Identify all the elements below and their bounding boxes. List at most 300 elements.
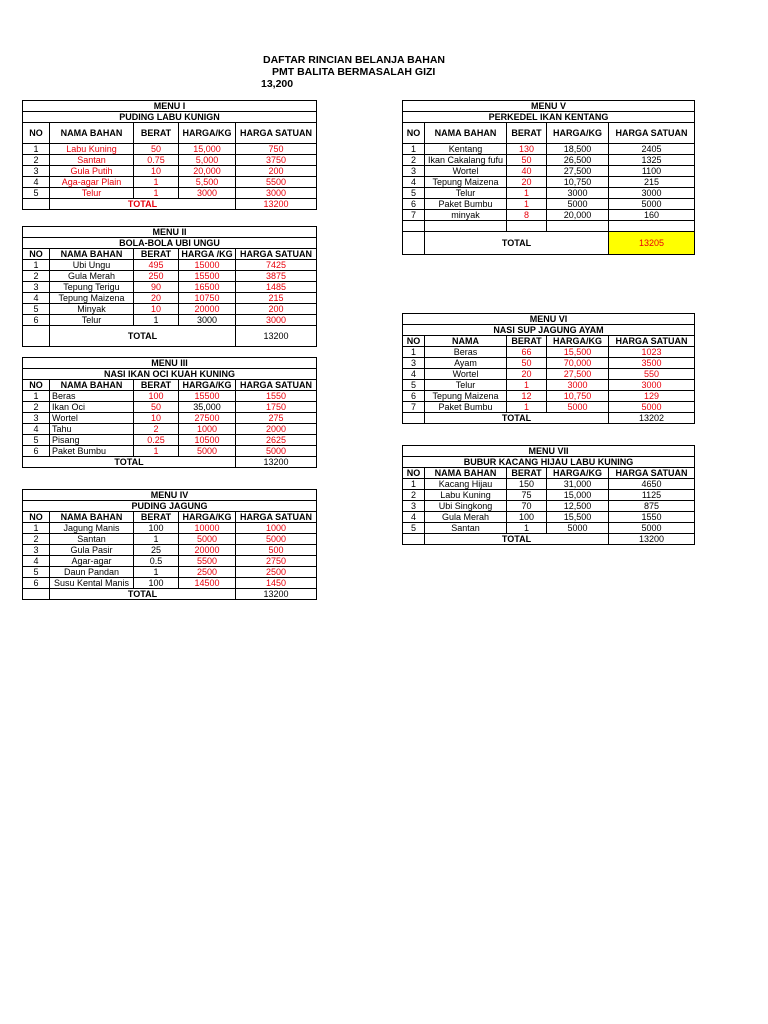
cell-satuan: 160: [609, 210, 695, 221]
table-row: [23, 260, 317, 271]
cell-no: 4: [403, 512, 425, 523]
menu-3-table: [22, 357, 317, 468]
total-value: 13200: [609, 534, 695, 545]
col-header: HARGA/KG: [179, 512, 236, 523]
col-header: BERAT: [134, 123, 179, 144]
cell-harga: 15500: [179, 271, 236, 282]
table-row: [23, 391, 317, 402]
col-header: HARGA/KG: [547, 336, 609, 347]
cell-no: 6: [403, 391, 425, 402]
menu-title: MENU VI: [403, 314, 695, 325]
table-row: [403, 402, 695, 413]
cell-nama: Kentang: [425, 144, 507, 155]
col-header: NAMA BAHAN: [50, 512, 134, 523]
total-value: 13200: [236, 326, 317, 347]
table-row: [23, 545, 317, 556]
table-row: [403, 347, 695, 358]
total-row: [23, 457, 317, 468]
table-row: [23, 446, 317, 457]
cell-nama: Susu Kental Manis: [50, 578, 134, 589]
cell-satuan: 3000: [236, 315, 317, 326]
cell-harga: 15,500: [547, 512, 609, 523]
cell-nama: Wortel: [425, 369, 507, 380]
cell-satuan: 3000: [236, 188, 317, 199]
cell-satuan: 129: [609, 391, 695, 402]
table-row: [23, 315, 317, 326]
cell-harga: 15,000: [179, 144, 236, 155]
cell-nama: Gula Merah: [425, 512, 507, 523]
cell-no: 4: [403, 177, 425, 188]
doc-budget: 13,200: [261, 78, 294, 90]
col-header: BERAT: [134, 249, 179, 260]
total-label: TOTAL: [425, 413, 609, 424]
cell-nama: Beras: [425, 347, 507, 358]
cell-nama: Paket Bumbu: [425, 199, 507, 210]
table-row: [403, 479, 695, 490]
cell-no: 1: [23, 144, 50, 155]
cell-harga: 15500: [179, 391, 236, 402]
cell-berat: 1: [507, 402, 547, 413]
cell-berat: 50: [134, 402, 179, 413]
cell-berat: 20: [507, 177, 547, 188]
cell-satuan: 1450: [236, 578, 317, 589]
cell-harga: 35,000: [179, 402, 236, 413]
cell-harga: 2500: [179, 567, 236, 578]
cell-satuan: 7425: [236, 260, 317, 271]
cell-harga: 5000: [547, 402, 609, 413]
table-row: [23, 567, 317, 578]
cell-satuan: 1023: [609, 347, 695, 358]
cell-satuan: 275: [236, 413, 317, 424]
cell-no: 6: [23, 315, 50, 326]
col-header: BERAT: [134, 512, 179, 523]
cell-nama: Wortel: [50, 413, 134, 424]
cell-nama: Telur: [425, 188, 507, 199]
cell-nama: Ikan Oci: [50, 402, 134, 413]
cell-nama: Tepung Maizena: [425, 391, 507, 402]
table-row: [403, 369, 695, 380]
cell-berat: 250: [134, 271, 179, 282]
cell-berat: 100: [507, 512, 547, 523]
table-row: [23, 188, 317, 199]
cell-no: 3: [23, 413, 50, 424]
table-row: [23, 271, 317, 282]
cell-satuan: 3500: [609, 358, 695, 369]
cell-no: 2: [23, 155, 50, 166]
cell-harga: 10,750: [547, 391, 609, 402]
cell-harga: 5000: [179, 446, 236, 457]
col-header: HARGA SATUAN: [609, 336, 695, 347]
cell-harga: 26,500: [547, 155, 609, 166]
cell-berat: 1: [134, 188, 179, 199]
menu-title: MENU II: [23, 227, 317, 238]
cell-no: 1: [403, 479, 425, 490]
cell-berat: 2: [134, 424, 179, 435]
doc-title: DAFTAR RINCIAN BELANJA BAHAN: [263, 54, 445, 66]
cell-nama: Ubi Ungu: [50, 260, 134, 271]
cell-no: 2: [23, 534, 50, 545]
total-row: [403, 413, 695, 424]
col-header: HARGA SATUAN: [236, 249, 317, 260]
cell-satuan: 2000: [236, 424, 317, 435]
cell-harga: 12,500: [547, 501, 609, 512]
cell-no: 5: [403, 523, 425, 534]
cell-harga: 10,750: [547, 177, 609, 188]
cell-harga: 27,500: [547, 166, 609, 177]
total-row: [23, 589, 317, 600]
cell-nama: Aga-agar Plain: [50, 177, 134, 188]
cell-harga: 3000: [179, 315, 236, 326]
cell-nama: Daun Pandan: [50, 567, 134, 578]
cell-no: 5: [403, 188, 425, 199]
cell-berat: 1: [507, 523, 547, 534]
cell-nama: Paket Bumbu: [425, 402, 507, 413]
col-header: HARGA SATUAN: [236, 380, 317, 391]
cell-harga: 20000: [179, 545, 236, 556]
cell-satuan: 750: [236, 144, 317, 155]
col-header: NO: [23, 380, 50, 391]
table-row: [403, 166, 695, 177]
cell-satuan: 1100: [609, 166, 695, 177]
cell-no: 6: [23, 578, 50, 589]
cell-satuan: 5000: [609, 523, 695, 534]
cell-berat: 50: [134, 144, 179, 155]
col-header: HARGA /KG: [179, 249, 236, 260]
cell-nama: Minyak: [50, 304, 134, 315]
menu-6-table: [402, 313, 695, 424]
cell-nama: Telur: [425, 380, 507, 391]
table-row: [23, 304, 317, 315]
menu-name: BUBUR KACANG HIJAU LABU KUNING: [403, 457, 695, 468]
cell-berat: 150: [507, 479, 547, 490]
cell-satuan: 1125: [609, 490, 695, 501]
table-row: [403, 188, 695, 199]
menu-title: MENU V: [403, 101, 695, 112]
cell-satuan: 3000: [609, 380, 695, 391]
table-row: [23, 144, 317, 155]
cell-harga: 15,000: [547, 490, 609, 501]
cell-berat: 0.75: [134, 155, 179, 166]
cell-berat: 1: [507, 188, 547, 199]
cell-satuan: 200: [236, 166, 317, 177]
cell-no: 1: [403, 347, 425, 358]
cell-no: 1: [23, 260, 50, 271]
cell-berat: 0.5: [134, 556, 179, 567]
cell-nama: Agar-agar: [50, 556, 134, 567]
col-header: HARGA SATUAN: [236, 123, 317, 144]
cell-nama: Beras: [50, 391, 134, 402]
table-row: [403, 210, 695, 221]
cell-nama: Ubi Singkong: [425, 501, 507, 512]
table-row: [23, 435, 317, 446]
cell-no: 4: [23, 293, 50, 304]
col-header: NAMA BAHAN: [425, 123, 507, 144]
cell-harga: 5000: [547, 199, 609, 210]
cell-harga: 10750: [179, 293, 236, 304]
cell-harga: 5,000: [179, 155, 236, 166]
table-row: [23, 534, 317, 545]
table-row: [23, 556, 317, 567]
cell-satuan: 3000: [609, 188, 695, 199]
col-header: NO: [403, 123, 425, 144]
cell-harga: 14500: [179, 578, 236, 589]
cell-satuan: 5500: [236, 177, 317, 188]
table-row: [403, 490, 695, 501]
doc-subtitle: PMT BALITA BERMASALAH GIZI: [272, 66, 436, 78]
cell-nama: Jagung Manis: [50, 523, 134, 534]
col-header: HARGA SATUAN: [609, 123, 695, 144]
cell-nama: Tahu: [50, 424, 134, 435]
cell-no: 2: [23, 402, 50, 413]
cell-berat: 20: [134, 293, 179, 304]
cell-harga: 1000: [179, 424, 236, 435]
cell-nama: Telur: [50, 315, 134, 326]
cell-harga: 31,000: [547, 479, 609, 490]
cell-satuan: 3875: [236, 271, 317, 282]
cell-satuan: 2405: [609, 144, 695, 155]
total-row: [23, 199, 317, 210]
cell-satuan: 215: [609, 177, 695, 188]
cell-harga: 5000: [179, 534, 236, 545]
cell-berat: 10: [134, 413, 179, 424]
cell-berat: 1: [134, 446, 179, 457]
cell-harga: 5000: [547, 523, 609, 534]
cell-berat: 25: [134, 545, 179, 556]
cell-no: 2: [23, 271, 50, 282]
cell-no: 1: [23, 391, 50, 402]
table-row: [23, 282, 317, 293]
cell-satuan: 2500: [236, 567, 317, 578]
cell-no: 2: [403, 490, 425, 501]
menu-2-table: [22, 226, 317, 347]
cell-berat: 1: [134, 567, 179, 578]
cell-harga: 3000: [547, 380, 609, 391]
cell-nama: Gula Putih: [50, 166, 134, 177]
cell-harga: 20,000: [547, 210, 609, 221]
cell-harga: 5500: [179, 556, 236, 567]
cell-nama: Telur: [50, 188, 134, 199]
col-header: NAMA BAHAN: [425, 468, 507, 479]
cell-nama: Labu Kuning: [425, 490, 507, 501]
cell-no: 5: [23, 567, 50, 578]
cell-berat: 0.25: [134, 435, 179, 446]
cell-berat: 1: [507, 380, 547, 391]
cell-nama: Wortel: [425, 166, 507, 177]
cell-berat: 10: [134, 166, 179, 177]
cell-satuan: 1750: [236, 402, 317, 413]
cell-harga: 10000: [179, 523, 236, 534]
cell-no: 5: [403, 380, 425, 391]
cell-berat: 1: [134, 177, 179, 188]
cell-berat: 66: [507, 347, 547, 358]
cell-no: 4: [23, 556, 50, 567]
cell-berat: 1: [134, 315, 179, 326]
col-header: NAMA: [425, 336, 507, 347]
cell-harga: 15000: [179, 260, 236, 271]
cell-nama: Ikan Cakalang fufu: [425, 155, 507, 166]
total-row: [403, 232, 695, 255]
cell-satuan: 1550: [236, 391, 317, 402]
table-row: [403, 523, 695, 534]
cell-satuan: 5000: [609, 402, 695, 413]
cell-harga: 27,500: [547, 369, 609, 380]
cell-harga: 15,500: [547, 347, 609, 358]
cell-no: 7: [403, 402, 425, 413]
col-header: NO: [23, 512, 50, 523]
cell-no: 3: [23, 282, 50, 293]
total-value: 13200: [236, 199, 317, 210]
table-row: [23, 402, 317, 413]
cell-harga: 10500: [179, 435, 236, 446]
menu-title: MENU IV: [23, 490, 317, 501]
cell-no: 4: [23, 177, 50, 188]
total-value: 13200: [236, 589, 317, 600]
col-header: HARGA/KG: [547, 123, 609, 144]
cell-no: 6: [23, 446, 50, 457]
cell-nama: Tepung Maizena: [425, 177, 507, 188]
col-header: HARGA/KG: [179, 380, 236, 391]
cell-berat: 90: [134, 282, 179, 293]
cell-satuan: 550: [609, 369, 695, 380]
total-row: [23, 326, 317, 347]
total-label: TOTAL: [50, 199, 236, 210]
menu-name: PERKEDEL IKAN KENTANG: [403, 112, 695, 123]
table-row: [403, 358, 695, 369]
col-header: HARGA/KG: [179, 123, 236, 144]
col-header: BERAT: [507, 336, 547, 347]
cell-berat: 100: [134, 523, 179, 534]
cell-harga: 5,500: [179, 177, 236, 188]
total-value: 13205: [609, 232, 695, 255]
cell-harga: 3000: [547, 188, 609, 199]
cell-no: 5: [23, 304, 50, 315]
col-header: NO: [403, 468, 425, 479]
cell-no: 3: [403, 501, 425, 512]
cell-no: 3: [23, 545, 50, 556]
cell-harga: 20000: [179, 304, 236, 315]
menu-title: MENU I: [23, 101, 317, 112]
cell-berat: 1: [134, 534, 179, 545]
cell-satuan: 215: [236, 293, 317, 304]
cell-berat: 70: [507, 501, 547, 512]
cell-no: 4: [403, 369, 425, 380]
cell-nama: Santan: [50, 155, 134, 166]
cell-nama: Ayam: [425, 358, 507, 369]
cell-nama: Pisang: [50, 435, 134, 446]
cell-satuan: 1325: [609, 155, 695, 166]
cell-berat: 50: [507, 358, 547, 369]
table-row: [403, 199, 695, 210]
cell-no: 3: [23, 166, 50, 177]
table-row: [403, 501, 695, 512]
cell-satuan: 4650: [609, 479, 695, 490]
cell-nama: minyak: [425, 210, 507, 221]
cell-satuan: 5000: [236, 446, 317, 457]
table-row: [23, 293, 317, 304]
cell-satuan: 2750: [236, 556, 317, 567]
cell-berat: 495: [134, 260, 179, 271]
cell-no: 4: [23, 424, 50, 435]
total-value: 13202: [609, 413, 695, 424]
col-header: HARGA SATUAN: [609, 468, 695, 479]
cell-harga: 16500: [179, 282, 236, 293]
cell-satuan: 875: [609, 501, 695, 512]
cell-harga: 27500: [179, 413, 236, 424]
col-header: BERAT: [507, 123, 547, 144]
cell-nama: Labu Kuning: [50, 144, 134, 155]
cell-no: 6: [403, 199, 425, 210]
table-row: [403, 512, 695, 523]
total-label: TOTAL: [50, 589, 236, 600]
menu-4-table: [22, 489, 317, 600]
cell-satuan: 200: [236, 304, 317, 315]
cell-berat: 75: [507, 490, 547, 501]
cell-nama: Kacang Hijau: [425, 479, 507, 490]
cell-satuan: 1000: [236, 523, 317, 534]
total-row: [403, 534, 695, 545]
cell-nama: Tepung Terigu: [50, 282, 134, 293]
col-header: HARGA/KG: [547, 468, 609, 479]
menu-name: NASI IKAN OCI KUAH KUNING: [23, 369, 317, 380]
cell-satuan: 2625: [236, 435, 317, 446]
table-row: [403, 155, 695, 166]
cell-berat: 40: [507, 166, 547, 177]
menu-name: BOLA-BOLA UBI UNGU: [23, 238, 317, 249]
cell-berat: 12: [507, 391, 547, 402]
cell-nama: Gula Merah: [50, 271, 134, 282]
col-header: NAMA BAHAN: [50, 380, 134, 391]
table-row: [23, 424, 317, 435]
col-header: BERAT: [507, 468, 547, 479]
cell-no: 3: [403, 358, 425, 369]
menu-7-table: [402, 445, 695, 545]
col-header: NO: [23, 249, 50, 260]
cell-no: 5: [23, 188, 50, 199]
col-header: BERAT: [134, 380, 179, 391]
cell-harga: 70,000: [547, 358, 609, 369]
cell-harga: 20,000: [179, 166, 236, 177]
col-header: HARGA SATUAN: [236, 512, 317, 523]
cell-nama: Gula Pasir: [50, 545, 134, 556]
total-value: 13200: [236, 457, 317, 468]
cell-nama: Santan: [50, 534, 134, 545]
cell-nama: Paket Bumbu: [50, 446, 134, 457]
cell-satuan: 1485: [236, 282, 317, 293]
cell-no: 5: [23, 435, 50, 446]
table-row: [403, 177, 695, 188]
cell-satuan: 1550: [609, 512, 695, 523]
menu-name: PUDING LABU KUNIGN: [23, 112, 317, 123]
col-header: NO: [403, 336, 425, 347]
cell-harga: 3000: [179, 188, 236, 199]
col-header: NAMA BAHAN: [50, 123, 134, 144]
total-label: TOTAL: [50, 326, 236, 347]
cell-no: 1: [23, 523, 50, 534]
cell-berat: 100: [134, 391, 179, 402]
menu-title: MENU III: [23, 358, 317, 369]
cell-no: 3: [403, 166, 425, 177]
cell-berat: 8: [507, 210, 547, 221]
table-row: [403, 380, 695, 391]
cell-no: 1: [403, 144, 425, 155]
table-row: [23, 177, 317, 188]
total-label: TOTAL: [23, 457, 236, 468]
cell-harga: 18,500: [547, 144, 609, 155]
cell-no: 2: [403, 155, 425, 166]
menu-1-table: [22, 100, 317, 210]
cell-berat: 50: [507, 155, 547, 166]
cell-nama: Santan: [425, 523, 507, 534]
